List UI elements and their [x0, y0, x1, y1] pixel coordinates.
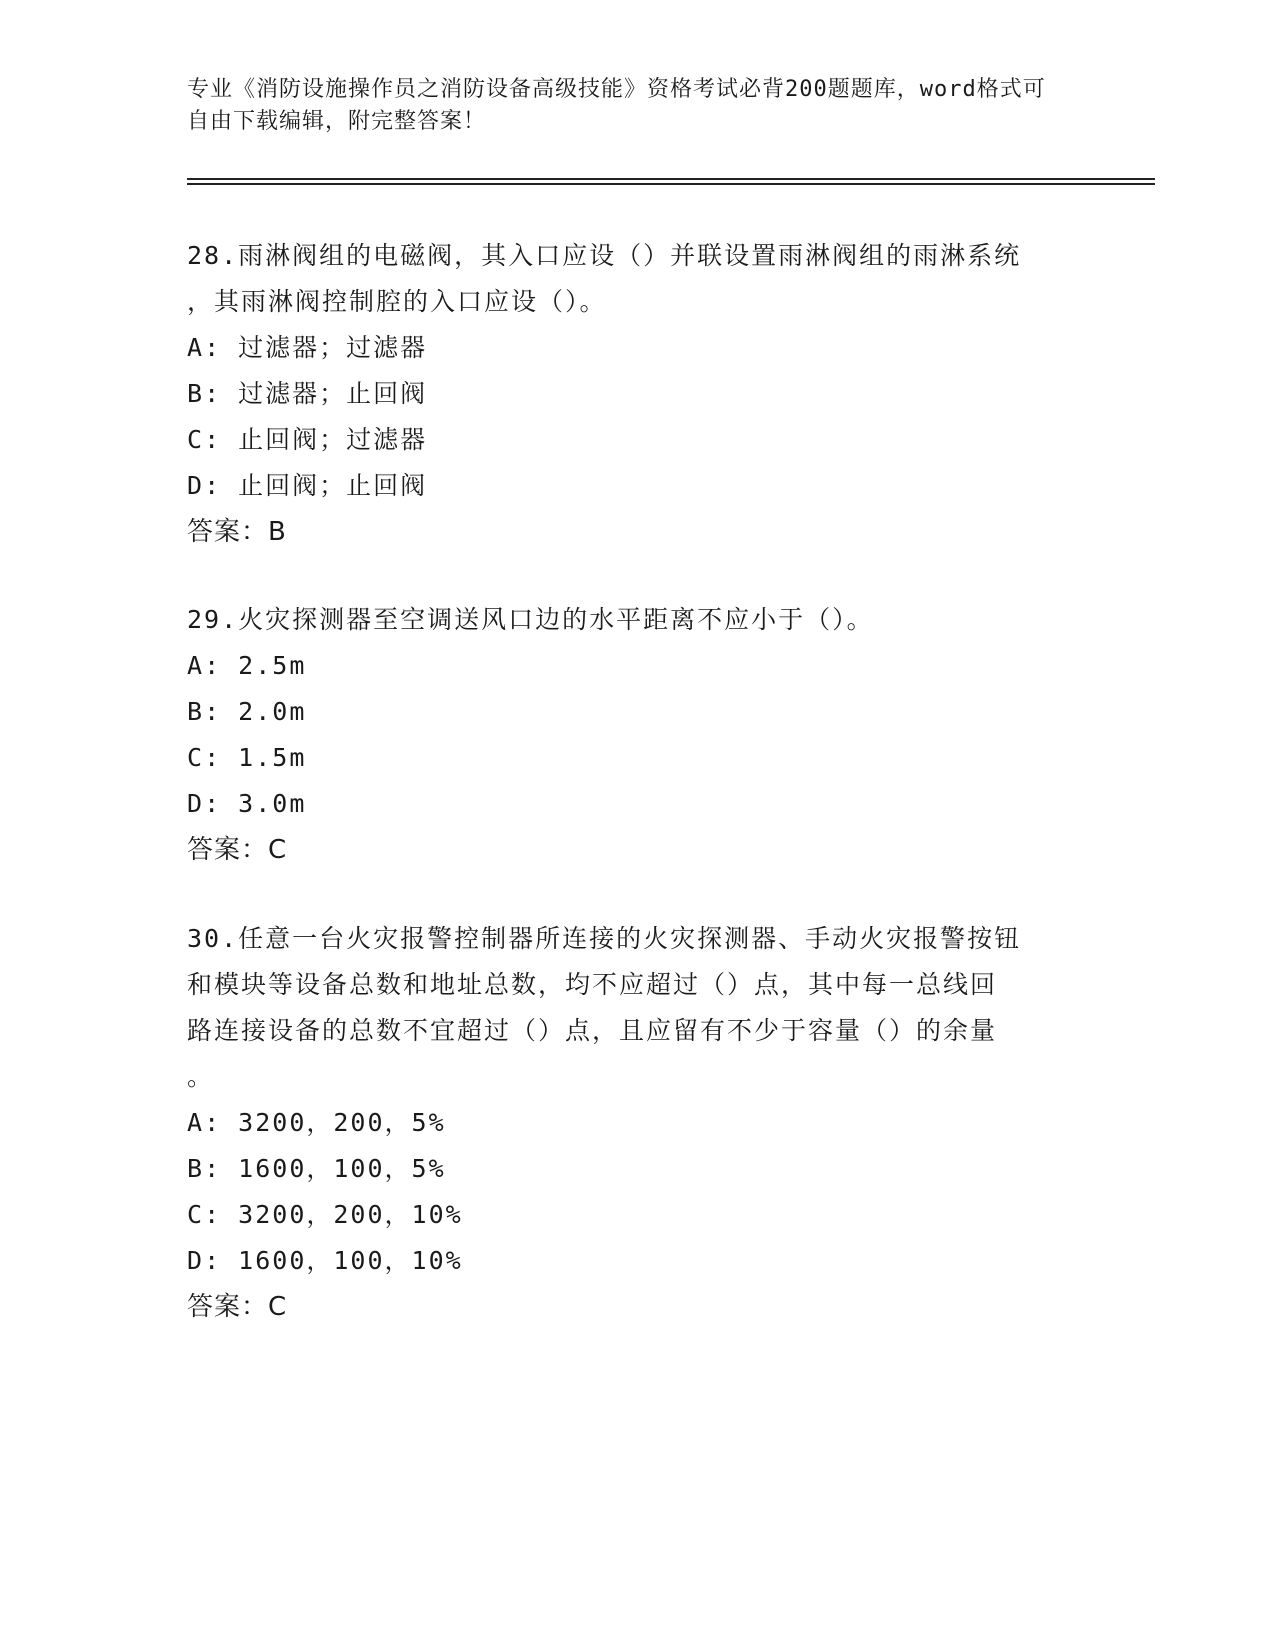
option-text: 3.0m [238, 789, 307, 818]
option-text: 2.5m [238, 651, 307, 680]
option-d [187, 1238, 1067, 1284]
option-letter: C [187, 425, 205, 454]
option-c [187, 417, 1067, 463]
option-d [187, 463, 1067, 509]
option-letter: D [187, 471, 205, 500]
question-text-line: ，其雨淋阀控制腔的入口应设（）。 [187, 287, 607, 316]
option-separator: : [204, 333, 239, 362]
option-separator: : [204, 651, 239, 680]
option-text: 止回阀；过滤器 [238, 425, 428, 454]
option-b [187, 689, 1067, 735]
option-letter: D [187, 789, 205, 818]
question-text-line: 和模块等设备总数和地址总数，均不应超过（）点，其中每一总线回 [187, 970, 998, 999]
header-divider-bottom [187, 183, 1155, 185]
option-c [187, 735, 1067, 781]
answer-line: 答案：C [187, 1292, 288, 1322]
option-text: 3200，200，5% [238, 1108, 446, 1137]
option-letter: D [187, 1246, 205, 1275]
option-separator: : [204, 471, 239, 500]
question-text-line: 路连接设备的总数不宜超过（）点，且应留有不少于容量（）的余量 [187, 1016, 998, 1045]
option-b [187, 1146, 1067, 1192]
option-a [187, 643, 1067, 689]
option-text: 1.5m [238, 743, 307, 772]
option-letter: B [187, 1154, 205, 1183]
option-text: 过滤器；过滤器 [238, 333, 428, 362]
option-b [187, 371, 1067, 417]
option-separator: : [204, 697, 239, 726]
option-text: 1600，100，5% [238, 1154, 446, 1183]
option-letter: C [187, 743, 205, 772]
option-text: 3200，200，10% [238, 1200, 463, 1229]
option-a [187, 325, 1067, 371]
question-text-line: 30.任意一台火灾报警控制器所连接的火灾探测器、手动火灾报警按钮 [187, 924, 1022, 953]
option-separator: : [204, 425, 239, 454]
option-letter: B [187, 379, 205, 408]
option-letter: A [187, 1108, 205, 1137]
answer-line: 答案：B [187, 517, 287, 547]
option-separator: : [204, 789, 239, 818]
option-separator: : [204, 1154, 239, 1183]
header-divider-top [187, 178, 1155, 180]
answer-line: 答案：C [187, 835, 288, 865]
option-letter: A [187, 651, 205, 680]
option-a [187, 1100, 1067, 1146]
option-separator: : [204, 1246, 239, 1275]
option-letter: C [187, 1200, 205, 1229]
option-d [187, 781, 1067, 827]
question-text-line: 。 [187, 1062, 215, 1091]
option-c [187, 1192, 1067, 1238]
option-separator: : [204, 379, 239, 408]
question-30 [187, 916, 1067, 1330]
option-separator: : [204, 1108, 239, 1137]
option-separator: : [204, 1200, 239, 1229]
option-text: 过滤器；止回阀 [238, 379, 428, 408]
option-letter: B [187, 697, 205, 726]
option-text: 2.0m [238, 697, 307, 726]
option-letter: A [187, 333, 205, 362]
question-text-line: 28.雨淋阀组的电磁阀，其入口应设（）并联设置雨淋阀组的雨淋系统 [187, 241, 1022, 270]
question-29 [187, 597, 1067, 873]
option-text: 1600，100，10% [238, 1246, 463, 1275]
question-text-line: 29.火灾探测器至空调送风口边的水平距离不应小于（）。 [187, 605, 874, 634]
question-28 [187, 233, 1067, 555]
option-text: 止回阀；止回阀 [238, 471, 428, 500]
option-separator: : [204, 743, 239, 772]
document-header: 专业《消防设施操作员之消防设备高级技能》资格考试必背200题题库，word格式可自由下载编辑，附完整答案！ [187, 77, 1046, 134]
